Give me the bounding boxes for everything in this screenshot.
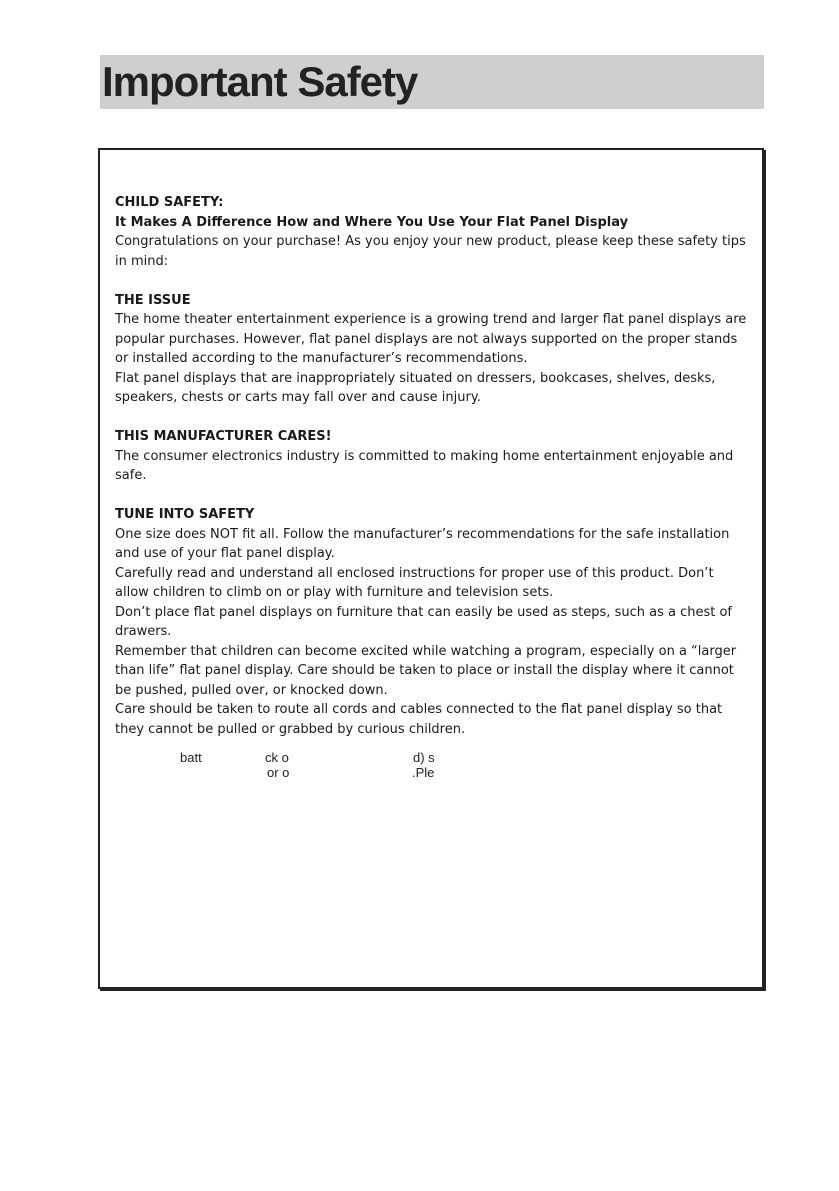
paragraph: The consumer electronics industry is committed to making home entertainment enjoyable and safe. [115, 448, 734, 483]
safety-notice-box [98, 148, 764, 989]
text-fragment: batt [180, 750, 202, 765]
paragraph: The home theater entertainment experience is a growing trend and larger flat panel displays are popular purchases. However, flat panel displays are not always supported on the proper stands or installed according to the manufacturer’s recommendations. [115, 312, 747, 366]
text-fragment: .Ple [412, 765, 435, 780]
section-heading: TUNE INTO SAFETY [115, 507, 255, 522]
safety-notice-content [115, 193, 747, 739]
section-subheading: It Makes A Difference How and Where You Use Your Flat Panel Display [115, 214, 629, 230]
paragraph: One size does NOT fit all. Follow the manufacturer’s recommendations for the safe installation and use of your flat panel display. [115, 526, 730, 561]
section-the-issue [115, 291, 747, 408]
page-title: Important Safety [102, 58, 418, 105]
text-fragment: d) s [413, 750, 435, 765]
title-banner [100, 55, 764, 109]
paragraph: Congratulations on your purchase! As you enjoy your new product, please keep these safety tips in mind: [115, 234, 746, 269]
paragraph: Don’t place flat panel displays on furniture that can easily be used as steps, such as a chest of drawers. [115, 604, 732, 639]
paragraph: Care should be taken to route all cords and cables connected to the flat panel display so that they cannot be pulled or grabbed by curious children. [115, 702, 723, 737]
paragraph: Carefully read and understand all enclosed instructions for proper use of this product. Don’t allow children to climb on or play with furniture and television sets. [115, 565, 714, 600]
text-fragments [180, 750, 500, 790]
section-heading: THIS MANUFACTURER CARES! [115, 429, 332, 444]
section-child-safety [115, 193, 747, 271]
text-fragment: or o [267, 765, 290, 780]
text-fragment: ck o [265, 750, 289, 765]
section-tune-into-safety [115, 505, 747, 739]
section-heading: THE ISSUE [115, 292, 191, 308]
section-heading: CHILD SAFETY: [115, 195, 224, 210]
paragraph: Remember that children can become excited while watching a program, especially on a “larger than life” flat panel display. Care should be taken to place or install the display where it cannot be pushed, pulled over, or knocked down. [115, 643, 737, 698]
section-manufacturer-cares [115, 427, 747, 486]
paragraph: Flat panel displays that are inappropriately situated on dressers, bookcases, shelves, desks, speakers, chests or carts may fall over and cause injury. [115, 370, 716, 405]
